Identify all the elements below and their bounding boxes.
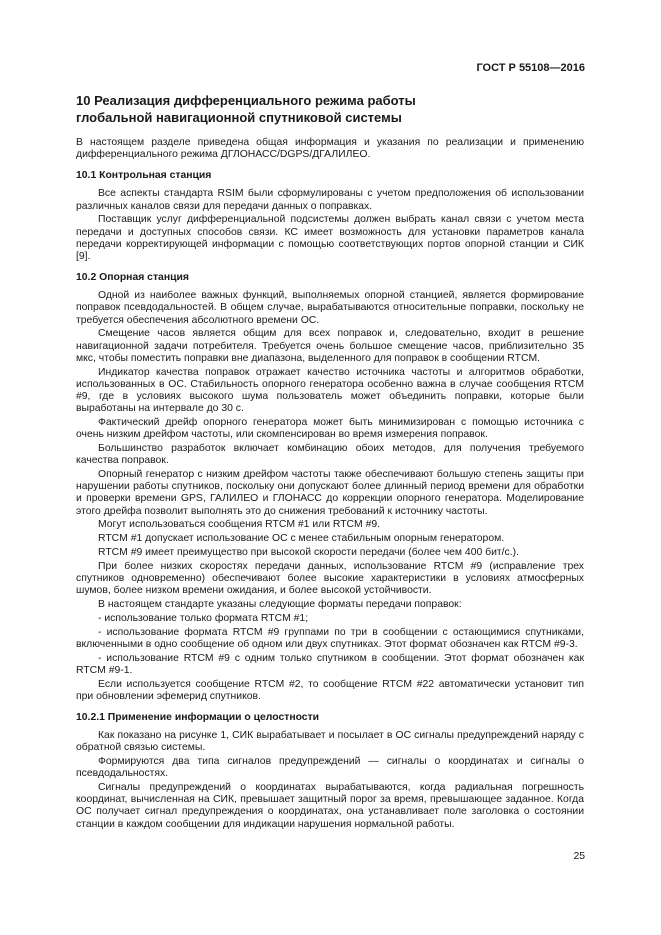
paragraph: Как показано на рисунке 1, СИК вырабатывает и посылает в ОС сигналы предупреждений наряду с обратной связью системы. <box>76 730 584 754</box>
paragraph: Одной из наиболее важных функций, выполняемых опорной станцией, является формирование поправок псевдодальностей. В общем случае, вырабатываются относительные поправки, поскольку не требуется обеспечения абсолютного времени ОС. <box>76 290 584 326</box>
paragraph: Фактический дрейф опорного генератора может быть минимизирован с помощью источника с очень низким дрейфом частоты, или скомпенсирован во время измерения поправок. <box>76 417 584 441</box>
paragraph: Все аспекты стандарта RSIM были сформулированы с учетом предположения об использовании различных каналов связи для передачи данных о поправках. <box>76 188 584 212</box>
section-10-intro: В настоящем разделе приведена общая информация и указания по реализации и применению дифференциального режима ДГЛОНАСС/DGPS/ДГАЛИЛЕО. <box>76 137 584 161</box>
paragraph: Сигналы предупреждений о координатах вырабатываются, когда радиальная погрешность координат, вычисленная на СИК, превышает защитный порог за время, превышающее заданное. Когда ОС получает сигнал предупреждения о координатах, она устанавливает поле заголовка о состоянии станции в каждом сообщении для индикации нарушения нормальной работы. <box>76 782 584 830</box>
paragraph: RTCM #1 допускает использование ОС с менее стабильным опорным генератором. <box>98 533 505 545</box>
document-code: ГОСТ Р 55108—2016 <box>476 62 585 74</box>
list-item: - использование RTCM #9 с одним только спутником в сообщении. Этот формат обозначен как RTCM #9-1. <box>76 652 584 676</box>
section-10-title-line-2: глобальной навигационной спутниковой системы <box>76 110 402 125</box>
page-number: 25 <box>573 851 585 862</box>
section-10-title-line-1: 10 Реализация дифференциального режима работы <box>76 93 416 108</box>
paragraph: Опорный генератор с низким дрейфом частоты также обеспечивают большую степень защиты при нарушении работы спутников, поскольку они допускают более длинный период времени для обработки и проверки времени GPS, ГАЛИЛЕО и ГЛОНАСС до коррекции опорного генератора. Моделирование этого дрейфа позволит выполнять это до снижения требований к источнику частоты. <box>76 469 584 517</box>
paragraph: Формируются два типа сигналов предупреждений — сигналы о координатах и сигналы о псевдодальностях. <box>76 756 584 780</box>
page-content <box>76 92 584 832</box>
section-10-2-1-heading: 10.2.1 Применение информации о целостности <box>76 712 320 724</box>
list-item: - использование только формата RTCM #1; <box>98 612 309 624</box>
paragraph: Если используется сообщение RTCM #2, то сообщение RTCM #22 автоматически установит тип при обновлении эфемерид спутников. <box>76 678 584 702</box>
list-item: - использование формата RTCM #9 группами по три в сообщении с остающимися спутниками, включенными в одно сообщение об одном или двух спутниках. Этот формат обозначен как RTCM #9-3. <box>76 626 584 650</box>
paragraph: При более низких скоростях передачи данных, использование RTCM #9 (исправление трех спутников одновременно) обеспечивают более высокие характеристики в условиях атмосферных шумов, более низком времени ожидания, и более высокой устойчивости. <box>76 560 584 597</box>
paragraph: Большинство разработок включает комбинацию обоих методов, для получения требуемого качества поправок. <box>76 443 584 467</box>
paragraph: Смещение часов является общим для всех поправок и, следовательно, входит в решение навигационной задачи потребителя. Требуется очень большое смещение часов, приблизительно 35 мкс, чтобы поместить поправки вне диапазона, выделенного для поправок в сообщении RTCM. <box>76 328 584 364</box>
section-10-2-heading: 10.2 Опорная станция <box>76 272 189 284</box>
section-10-1-heading: 10.1 Контрольная станция <box>76 170 212 182</box>
paragraph: В настоящем стандарте указаны следующие форматы передачи поправок: <box>98 599 462 611</box>
section-10-heading <box>76 92 584 126</box>
paragraph: Поставщик услуг дифференциальной подсистемы должен выбрать канал связи с учетом места передачи и доступных способов связи. КС имеет возможность для установки параметров канала передачи корректирующей информации с помощью соответствующих портов опорной станции и СИК [9]. <box>76 214 584 263</box>
paragraph: Могут использоваться сообщения RTCM #1 или RTCM #9. <box>98 519 381 531</box>
paragraph: Индикатор качества поправок отражает качество источника частоты и алгоритмов обработки, использованных в ОС. Стабильность опорного генератора особенно важна в случае сообщения RTCM #9, где в условиях высокого шума пользователь может объединить поправки, которые были выработаны на интервале до 30 с. <box>76 366 584 415</box>
paragraph: RTCM #9 имеет преимущество при высокой скорости передачи (более чем 400 бит/с.). <box>98 547 519 559</box>
